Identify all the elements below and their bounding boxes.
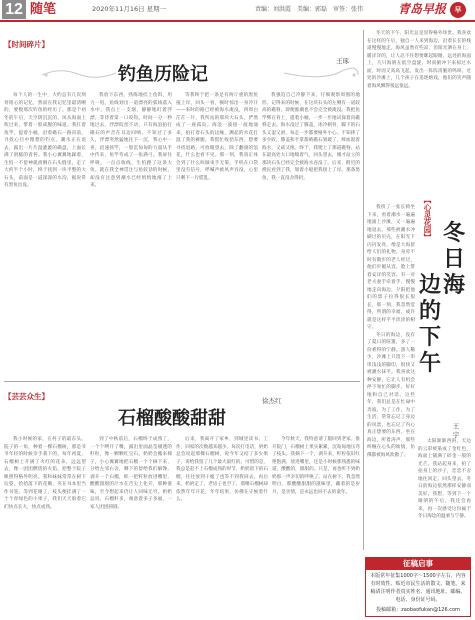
article1-column-1: [4, 92, 86, 374]
article1-column-4: [262, 92, 360, 374]
submission-notice-heading: 征稿启事: [366, 558, 470, 570]
article2-paragraph: 冬日的海边，没有了夏日的喧嚣，多了一份难得的宁静。游人稀少，沙滩上只留下一串串浅浅的脚印，很快又被潮水抹平。我喜欢这种安静，它让人有机会停下匆忙的脚步，好好地和自己对话。这些年，我们总是在忙碌中奔波，为了工作，为了生活，常常忘记了身边的风景，也忘记了内心真正想要的东西。坐在海边，听着涛声，那些纠缠在心头的烦恼，仿佛都被海风吹散了。: [367, 332, 415, 458]
article2-title-line-1: 冬日海: [442, 220, 465, 298]
title-flourish-right-icon: [282, 67, 360, 81]
submission-notice: [365, 557, 471, 617]
article1-paragraph: 我放下东西，熟练地挂上鱼饵，用力一甩，鱼线划出一道漂亮的弧线落入水中。我点上一支烟，静静地盯着浮漂，等待着第一口咬钩。时间一分一秒地过去，浮漂纹丝不动，只有海浪拍打礁石的声音在耳边回响。不知过了多久，浮漂突然猛地往下一沉，我心中一喜，迅速扬竿，一股沉甸甸的力量从手中传来，鱼竿弯成了一张满弓。我屏住呼吸，一点点收线，生怕跑了这条大鱼。就在我全神贯注与鱼较劲的时候，却没有注意到潮水已经悄悄地涨了上来。: [90, 93, 172, 188]
header-divider: [0, 20, 475, 22]
article1-author: 王琢: [336, 57, 349, 65]
article1-paragraph: 每个人的一生中，大约总有几次刻骨铭心的记忆，然而在我记忆里最清晰的，要数那次钓鱼的经历了。那是个初冬的午后，天空阴沉沉的，风从海面上吹过来，带着一股咸腥的味道。我扛着鱼竿，提着小桶，沿着礁石一路向前，寻找心目中理想的钓点。潮水正在退去，露出一片片湿漉漉的礁盘，上面长满了滑腻的青苔。我小心翼翼地踩着，生怕一不留神就滑倒在石头缝里。走了大约半个小时，终于找到一块平整的大石头，前面是一道深深的水沟，据说常有黑鱼出没。: [4, 93, 86, 188]
page-number: 12: [2, 0, 26, 19]
column-tag-all-beings: 【芸芸众生】: [4, 392, 49, 401]
article3-paragraph: 我小时候的家，在村子的最东头。院子的一角，种着一棵石榴树，那是爷爷年轻的时候亲手栽下的。每年初夏，石榴树上开满了火红的花朵，远远望去，像一团团燃烧的火焰，把整个院子映照得格外明亮。我和妹妹常常在树下玩耍，捡拾落下的花瓣，夹在书本里当作书签。等到花谢了，枝头便挂满了一个个青绿色的小果子，我们天天盼着它们快点长大，快点成熟。: [4, 437, 86, 510]
article1-title: 钓鱼历险记: [118, 64, 208, 85]
article2-paragraph: 我找了一张长椅坐下来，看着潮水一遍遍地涌上沙滩，又一遍遍地退去。那些被潮水冲刷过的贝壳，在阳光下闪闪发亮，像是大海留给人们的礼物。身旁不时有散步的老人经过，他们步履从容，脸上带着安详的笑容。有一对老夫妻手牵着手，慢慢地走向海边，夕阳把他们的影子拉得很长很长，那一刻，我忽然觉得，所谓的幸福，或许就是这样平平淡淡的相守。: [367, 205, 415, 330]
article3-title: 石榴酸酸甜甜: [118, 408, 226, 429]
newspaper-logo: [398, 1, 472, 18]
article2-column-2: [367, 204, 415, 548]
editor-credits: 责编：刘洪霞 美编：郭磊 审签：张伟: [255, 6, 364, 13]
column-divider: [363, 30, 364, 550]
article3-column-1: [4, 436, 86, 618]
logo-mark-icon: 早: [450, 2, 466, 18]
article3-paragraph: 到了中秋前后，石榴终于成熟了，一个个咧开了嘴，露出里面晶莹剔透的籽粒，像一颗颗红宝石。奶奶会搬来梯子，小心翼翼地把石榴一个个摘下来，分给左邻右舍，剩下的留给我们解馋。剥开一个石榴，抓一把籽粒放进嘴里，酸酸甜甜的汁水在舌尖上化开，那种滋味，至今想起来仍让人回味无穷。奶奶总说，石榴籽多，寓意着多子多福，一家人团团圆圆。: [90, 437, 172, 510]
article3-author: 徐杰红: [262, 397, 282, 405]
article3-paragraph: 今年秋天，我特意请了假回到老家。推开院门，石榴树上果实累累，沉甸甸地压弯了枝头。我摘下一个，剥开来，籽粒依旧红艳饱满，放进嘴里，还是小时候那熟悉的味道，酸酸的，甜甜的。只是，再也听不到奶奶那一声亲切的呼唤了。站在树下，我忽然明白，那酸酸甜甜的滋味里，藏着的是岁月，是亲情，是永远也回不去的童年。: [272, 437, 360, 495]
article2-paragraph: 太阳渐渐西斜，天边的云彩被染成了金红色，海面上铺满了碎金一般的光芒。我站起身来，拍了拍身上的沙子，恋恋不舍地往回走。回头望去，冬日的海边依然那样安静而美好。我想，等到下一个晴朗的午后，我还会再来，再一次感受这份属于冬日海边的温柔与宁静。: [418, 439, 471, 519]
column-tag-heart-garden: 【心灵花园】: [423, 196, 432, 241]
article2-column-1: [367, 30, 471, 200]
article1-column-2: [90, 92, 172, 374]
article3-paragraph: 后来，我离开了家乡，到城里读书、工作，回家的次数越来越少。每次打电话，奶奶总会说起那棵石榴树，说今年又结了多少果子，说给我留了几个最大最红的。可惜的是，我总是赶不上石榴成熟的时节，奶奶留下的石榴，往往放到干瘪了也等不到我回去。再后来，奶奶走了，老房子也空了，那棵石榴树却依然年年开花，年年结果，仿佛在守候着什么。: [176, 437, 268, 502]
submission-notice-body: 本版常年征集1000字～1500字左右，内容有时效性、贴近市民生活的散文、随笔。来稿请注明作者真实姓名、通讯地址、邮编、电话、身份证号码。: [370, 573, 466, 603]
article3-column-4: [272, 436, 360, 618]
article2-column-3: [418, 438, 471, 550]
article2-title-line-2: 边的下午: [418, 272, 441, 376]
section-divider: [4, 381, 360, 382]
article2-paragraph: 冬天的下午，阳光总是显得格外珍贵。我喜欢在这样的午后，独自一人来到海边，沿着长长的栈道慢慢地走。海风虽然有些凉，但阳光洒在身上，暖洋洋的，让人忍不住想要眯起眼睛。远处的海面上，几只海鸥在低空盘旋，时而俯冲下来掠过水面，时而又高高飞起，发出一阵阵清脆的鸣叫。近处的沙滩上，几个孩子在追逐嬉戏，他们的笑声随着海风飘得很远很远。: [367, 31, 471, 89]
article3-column-2: [90, 436, 172, 618]
issue-date: 2020年11月16日 星期一: [92, 5, 167, 13]
article2-author: 王宇: [452, 422, 460, 439]
logo-text: 青岛早报: [398, 2, 447, 16]
article1-paragraph: 等我终于把一条足有两斤重的黑鱼拖上岸，回头一看，顿时惊出一身冷汗——来时的路已经被海水淹没，四周白茫茫一片，我所站的那块大石头，俨然成了一座孤岛。海浪一波接一波地涌来，拍打着石头的边缘，溅起的水花打湿了我的裤腿。我慌忙收拾东西，想要寻找退路，可放眼望去，除了翻滚的浪花，什么也看不见。那一刻，我真正体会到了什么叫做束手无策。手机在口袋里没有信号，呼喊声被风声吞没，心里只剩下一片慌乱。: [176, 93, 258, 181]
article1-column-3: [176, 92, 258, 374]
column-tag-time-fragments: 【时间碎片】: [4, 40, 49, 49]
submission-email[interactable]: 投稿邮箱：zaobaofukan@126.com: [376, 607, 460, 613]
page-header: [0, 0, 475, 20]
article1-paragraph: 我强迫自己冷静下来，仔细观察周围的地形。记得来的时候，在这块石头的左侧有一道较高的礁脊，即便涨潮也不会完全被淹没。我把鱼竿绑在背上，提着小桶，一步一步地试探着向礁脊走去。海水没过了膝盖，冰冷刺骨，脚下的石头又湿又滑，每走一步都要格外小心。不知摔了多少跤，膝盖和手掌都被礁石划破了，鲜血混着海水，又咸又疼。终于，我爬上了那道礁脊，站在最高处大口地喘着气，回头望去，刚才站立的那块石头已经完全被海水吞没了。后来，附近的渔民看到了我，划着小船把我接上了岸。那条黑鱼，我一直没舍得扔。: [262, 93, 360, 181]
title-flourish-left-icon: [40, 67, 118, 81]
article3-column-3: [176, 436, 268, 618]
section-name: 随笔: [30, 2, 57, 17]
article2-title: [418, 220, 470, 420]
